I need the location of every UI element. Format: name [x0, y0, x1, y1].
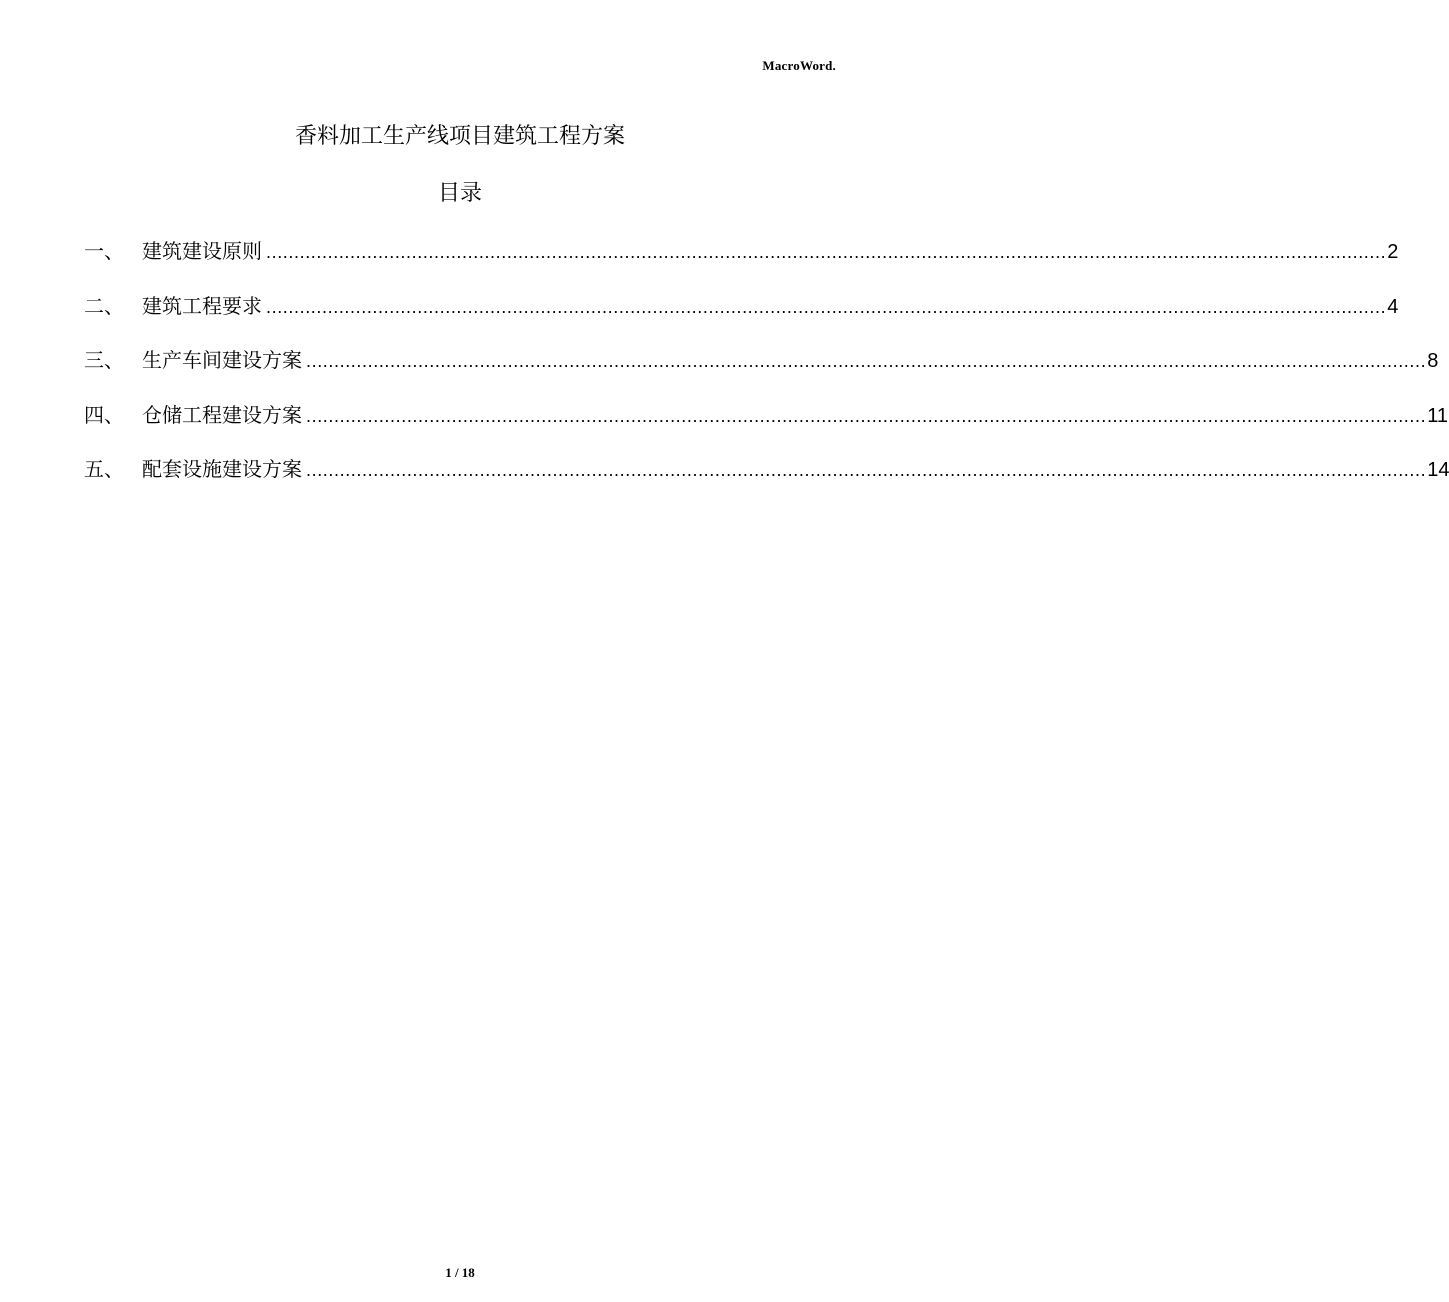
header-watermark: MacroWord.	[762, 58, 836, 73]
toc-entry-page: 2	[1387, 241, 1399, 263]
table-of-contents	[84, 234, 1449, 507]
toc-entry-page: 4	[1387, 295, 1399, 318]
toc-entry-number: 三、	[84, 348, 124, 372]
toc-entry-number: 四、	[84, 402, 124, 427]
toc-entry-title: 仓储工程建设方案	[142, 402, 302, 427]
toc-entry-number: 一、	[84, 239, 124, 263]
toc-entry-page: 11	[1427, 404, 1448, 427]
toc-entry-page: 14	[1427, 459, 1449, 481]
document-title: 香料加工生产线项目建筑工程方案	[294, 124, 625, 149]
page-number-footer: 1 / 18	[445, 1265, 475, 1280]
toc-entry[interactable]	[84, 234, 1399, 268]
toc-dot-leader: ........................................................................................................................................................................................................	[306, 405, 1427, 426]
toc-entry[interactable]	[84, 343, 1439, 377]
toc-dot-leader: ........................................................................................................................................................................................................	[306, 460, 1427, 480]
toc-entry[interactable]	[84, 452, 1449, 486]
toc-entry-title: 配套设施建设方案	[142, 457, 302, 481]
toc-entry-title: 建筑工程要求	[142, 293, 262, 318]
toc-entry-title: 建筑建设原则	[142, 239, 262, 263]
toc-entry-title: 生产车间建设方案	[142, 348, 302, 372]
toc-dot-leader: ........................................................................................................................................................................................................	[266, 242, 1387, 262]
toc-entry-number: 五、	[84, 457, 124, 481]
toc-entry[interactable]	[84, 398, 1448, 432]
toc-dot-leader: ........................................................................................................................................................................................................	[266, 296, 1387, 317]
toc-entry-number: 二、	[84, 293, 124, 318]
toc-entry-page: 8	[1427, 350, 1439, 372]
toc-heading: 目录	[437, 181, 482, 206]
toc-entry[interactable]	[84, 289, 1399, 323]
toc-dot-leader: ........................................................................................................................................................................................................	[306, 351, 1427, 371]
